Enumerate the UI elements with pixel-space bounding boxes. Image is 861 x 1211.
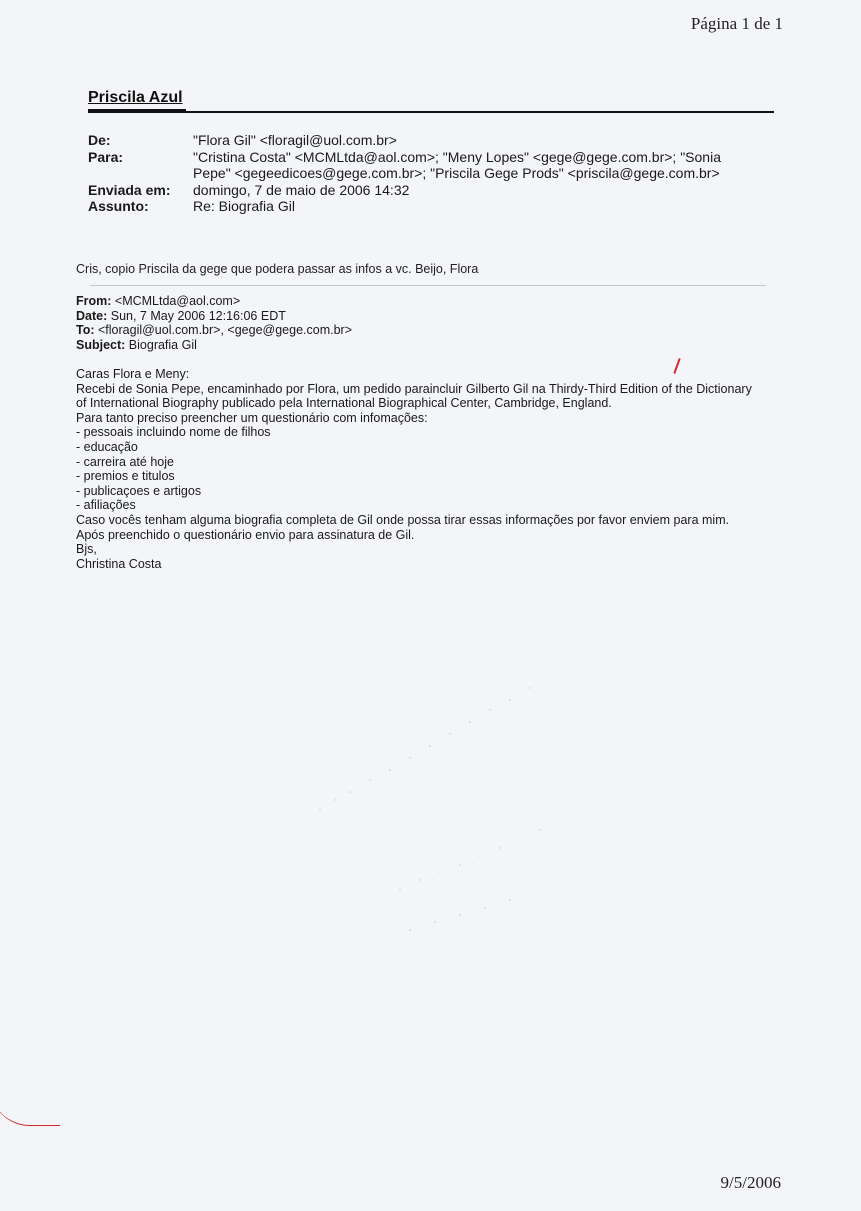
subject-value: Re: Biografia Gil	[193, 198, 295, 214]
header-rule	[88, 111, 774, 113]
body-line: - afiliações	[76, 498, 136, 513]
quoted-from-row	[76, 294, 352, 309]
quoted-subject-label: Subject:	[76, 337, 126, 352]
quoted-date-row	[76, 309, 352, 324]
from-value: "Flora Gil" <floragil@uol.com.br>	[193, 132, 397, 148]
sent-label: Enviada em:	[88, 181, 171, 198]
red-pen-curve	[0, 1085, 60, 1126]
body-line: Para tanto preciso preencher um questionário com infomações:	[76, 410, 428, 425]
sent-value: domingo, 7 de maio de 2006 14:32	[193, 181, 410, 198]
from-label: De:	[88, 132, 111, 148]
to-label: Para:	[88, 148, 124, 165]
body-line: Christina Costa	[76, 556, 162, 571]
meta-row-subject	[88, 198, 748, 215]
body-line: - carreira até hoje	[76, 454, 174, 469]
meta-row-to	[88, 149, 748, 182]
quoted-subject-value: Biografia Gil	[128, 337, 197, 352]
quote-divider	[90, 285, 766, 286]
quoted-subject-row	[76, 338, 352, 353]
intro-line: Cris, copio Priscila da gege que podera passar as infos a vc. Beijo, Flora	[76, 262, 479, 276]
message-body	[76, 367, 796, 571]
sender-name: Priscila Azul	[88, 89, 183, 106]
meta-row-from	[88, 132, 748, 149]
body-line: - pessoais incluindo nome de filhos	[76, 425, 271, 440]
meta-row-sent	[88, 182, 748, 199]
subject-label: Assunto:	[88, 198, 149, 214]
body-line: - educação	[76, 439, 138, 454]
scan-speckle	[280, 660, 600, 960]
body-line: Após preenchido o questionário envio para assinatura de Gil.	[76, 527, 415, 542]
body-line: - premios e titulos	[76, 469, 175, 484]
printed-date: 9/5/2006	[720, 1173, 781, 1192]
quoted-date-label: Date:	[76, 308, 108, 323]
quoted-from-label: From:	[76, 294, 112, 308]
body-line: Recebi de Sonia Pepe, encaminhado por Flora, um pedido paraincluir Gilberto Gil na Thirdy-Third Edition of the Dictionary	[76, 381, 752, 396]
body-line: Caras Flora e Meny:	[76, 367, 190, 381]
page-number: Página 1 de 1	[690, 14, 783, 33]
to-value	[193, 149, 748, 182]
quoted-to-row	[76, 323, 352, 338]
quoted-headers	[76, 294, 352, 352]
quoted-from-value: <MCMLtda@aol.com>	[114, 294, 241, 308]
body-line: of International Biography publicado pela International Biographical Center, Cambridge, England.	[76, 396, 612, 411]
quoted-to-label: To:	[76, 323, 95, 338]
body-line: - publicaçoes e artigos	[76, 483, 202, 498]
email-meta-table	[88, 132, 748, 215]
quoted-date-value: Sun, 7 May 2006 12:16:06 EDT	[110, 308, 286, 323]
body-line: Bjs,	[76, 542, 97, 557]
to-value-line2: Pepe" <gegeedicoes@gege.com.br>; "Priscila Gege Prods" <priscila@gege.com.br>	[193, 165, 720, 181]
body-line: Caso vocês tenham alguma biografia completa de Gil onde possa tirar essas informações por favor enviem para mim.	[76, 512, 730, 527]
quoted-to-value: <floragil@uol.com.br>, <gege@gege.com.br>	[98, 323, 352, 338]
to-value-line1: "Cristina Costa" <MCMLtda@aol.com>; "Meny Lopes" <gege@gege.com.br>; "Sonia	[193, 148, 721, 165]
